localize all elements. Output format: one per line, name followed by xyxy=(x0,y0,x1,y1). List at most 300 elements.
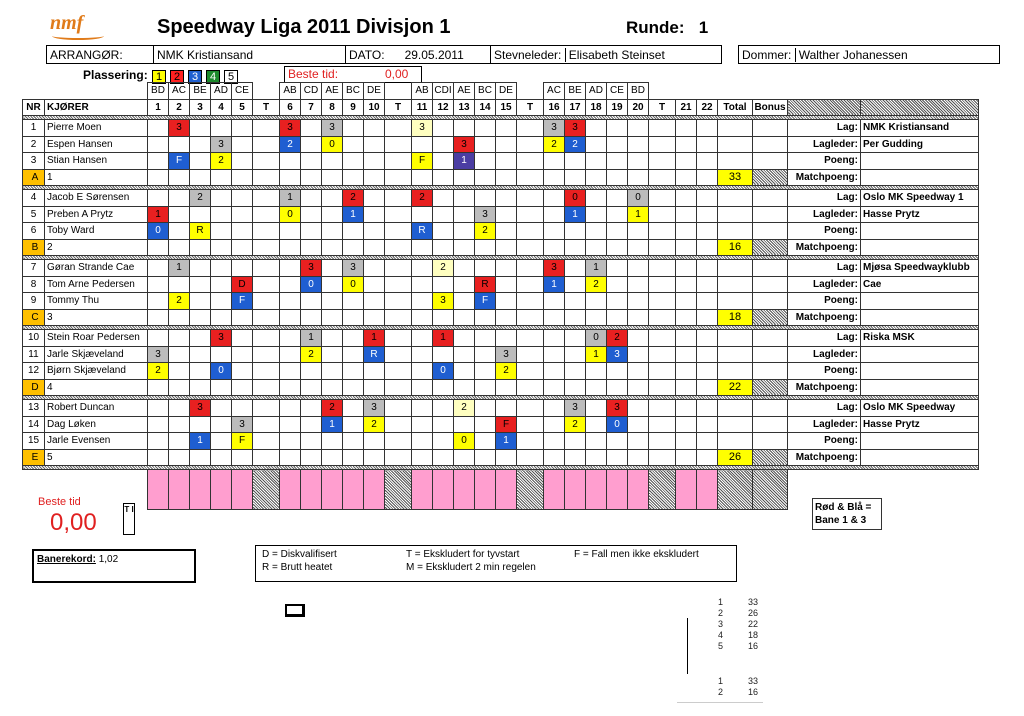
dommer-field[interactable]: Dommer: Walther Johanessen xyxy=(738,45,1000,64)
score-cell[interactable] xyxy=(586,190,607,207)
heat-time-cell[interactable] xyxy=(412,470,433,510)
score-cell[interactable] xyxy=(454,293,475,310)
score-cell[interactable] xyxy=(544,433,565,450)
score-cell[interactable] xyxy=(211,223,232,240)
score-cell[interactable] xyxy=(211,416,232,433)
score-cell[interactable] xyxy=(697,293,718,310)
score-cell[interactable] xyxy=(544,223,565,240)
score-cell[interactable] xyxy=(628,293,649,310)
score-cell[interactable]: 1 xyxy=(280,190,301,207)
score-cell[interactable] xyxy=(385,293,412,310)
score-cell[interactable] xyxy=(190,120,211,137)
rider-bonus[interactable] xyxy=(753,346,788,363)
score-cell[interactable]: 3 xyxy=(565,400,586,417)
score-cell[interactable] xyxy=(475,346,496,363)
heat-time-cell[interactable] xyxy=(301,470,322,510)
team-side-value[interactable]: Oslo MK Speedway xyxy=(861,400,979,417)
score-cell[interactable] xyxy=(676,190,697,207)
matchpoeng-value[interactable] xyxy=(861,309,979,326)
score-cell[interactable] xyxy=(517,330,544,347)
score-cell[interactable] xyxy=(586,363,607,380)
rider-name[interactable]: Jarle Evensen xyxy=(45,433,148,450)
score-cell[interactable] xyxy=(676,260,697,277)
score-cell[interactable]: 3 xyxy=(496,346,517,363)
score-cell[interactable] xyxy=(211,206,232,223)
score-cell[interactable] xyxy=(322,190,343,207)
score-cell[interactable]: 3 xyxy=(322,120,343,137)
score-cell[interactable] xyxy=(364,276,385,293)
score-cell[interactable] xyxy=(385,190,412,207)
score-cell[interactable] xyxy=(253,276,280,293)
score-cell[interactable] xyxy=(412,416,433,433)
score-cell[interactable] xyxy=(628,433,649,450)
score-cell[interactable]: 2 xyxy=(433,260,454,277)
score-cell[interactable] xyxy=(433,136,454,153)
stevneleder-field[interactable]: Stevneleder: Elisabeth Steinset xyxy=(490,45,722,64)
score-cell[interactable] xyxy=(517,136,544,153)
score-cell[interactable] xyxy=(586,293,607,310)
score-cell[interactable] xyxy=(475,363,496,380)
score-cell[interactable]: 3 xyxy=(211,330,232,347)
score-cell[interactable] xyxy=(301,206,322,223)
score-cell[interactable]: 2 xyxy=(565,136,586,153)
heat-time-cell[interactable] xyxy=(544,470,565,510)
score-cell[interactable] xyxy=(412,346,433,363)
score-cell[interactable] xyxy=(649,120,676,137)
score-cell[interactable] xyxy=(253,330,280,347)
score-cell[interactable] xyxy=(343,120,364,137)
rider-bonus[interactable] xyxy=(753,190,788,207)
score-cell[interactable]: 2 xyxy=(586,276,607,293)
heat-time-cell[interactable] xyxy=(496,470,517,510)
heat-time-cell[interactable] xyxy=(565,470,586,510)
score-cell[interactable] xyxy=(454,416,475,433)
score-cell[interactable] xyxy=(169,330,190,347)
score-cell[interactable] xyxy=(322,293,343,310)
score-cell[interactable] xyxy=(649,416,676,433)
score-cell[interactable] xyxy=(517,400,544,417)
score-cell[interactable] xyxy=(148,433,169,450)
rider-bonus[interactable] xyxy=(753,206,788,223)
score-cell[interactable] xyxy=(565,330,586,347)
score-cell[interactable] xyxy=(454,190,475,207)
team-side-value[interactable] xyxy=(861,153,979,170)
score-cell[interactable] xyxy=(253,400,280,417)
score-cell[interactable]: 3 xyxy=(364,400,385,417)
score-cell[interactable] xyxy=(211,260,232,277)
score-cell[interactable] xyxy=(697,416,718,433)
rider-bonus[interactable] xyxy=(753,330,788,347)
score-cell[interactable]: 2 xyxy=(301,346,322,363)
score-cell[interactable] xyxy=(649,330,676,347)
score-cell[interactable] xyxy=(169,206,190,223)
score-cell[interactable] xyxy=(364,153,385,170)
score-cell[interactable] xyxy=(586,433,607,450)
score-cell[interactable] xyxy=(649,190,676,207)
score-cell[interactable] xyxy=(169,276,190,293)
score-cell[interactable] xyxy=(676,330,697,347)
score-cell[interactable] xyxy=(322,260,343,277)
rider-name[interactable]: Bjørn Skjæveland xyxy=(45,363,148,380)
score-cell[interactable] xyxy=(565,346,586,363)
score-cell[interactable]: 0 xyxy=(565,190,586,207)
score-cell[interactable] xyxy=(649,153,676,170)
rider-name[interactable]: Dag Løken xyxy=(45,416,148,433)
score-cell[interactable] xyxy=(628,363,649,380)
score-cell[interactable]: 2 xyxy=(211,153,232,170)
score-cell[interactable] xyxy=(253,293,280,310)
score-cell[interactable] xyxy=(649,223,676,240)
score-cell[interactable] xyxy=(322,276,343,293)
score-cell[interactable] xyxy=(496,293,517,310)
heat-time-cell[interactable] xyxy=(433,470,454,510)
score-cell[interactable]: 1 xyxy=(364,330,385,347)
rider-bonus[interactable] xyxy=(753,153,788,170)
score-cell[interactable] xyxy=(697,276,718,293)
score-cell[interactable]: 1 xyxy=(544,276,565,293)
score-cell[interactable]: 3 xyxy=(433,293,454,310)
score-cell[interactable] xyxy=(211,400,232,417)
score-cell[interactable]: 1 xyxy=(628,206,649,223)
checkbox-icon[interactable] xyxy=(285,604,305,617)
rider-name[interactable]: Espen Hansen xyxy=(45,136,148,153)
rider-bonus[interactable] xyxy=(753,293,788,310)
matchpoeng-value[interactable] xyxy=(861,169,979,186)
score-cell[interactable] xyxy=(586,120,607,137)
score-cell[interactable] xyxy=(232,120,253,137)
score-cell[interactable] xyxy=(412,400,433,417)
score-cell[interactable] xyxy=(676,293,697,310)
score-cell[interactable] xyxy=(676,433,697,450)
score-cell[interactable]: 3 xyxy=(565,120,586,137)
score-cell[interactable] xyxy=(148,293,169,310)
heat-time-cell[interactable] xyxy=(628,470,649,510)
score-cell[interactable] xyxy=(385,276,412,293)
score-cell[interactable] xyxy=(586,416,607,433)
score-cell[interactable] xyxy=(676,346,697,363)
score-cell[interactable] xyxy=(586,153,607,170)
score-cell[interactable] xyxy=(649,433,676,450)
heat-time-cell[interactable] xyxy=(676,470,697,510)
rider-bonus[interactable] xyxy=(753,276,788,293)
score-cell[interactable] xyxy=(385,363,412,380)
score-cell[interactable] xyxy=(496,136,517,153)
score-cell[interactable] xyxy=(496,276,517,293)
dato-field[interactable]: DATO: 29.05.2011 xyxy=(345,45,491,64)
score-cell[interactable] xyxy=(649,206,676,223)
score-cell[interactable] xyxy=(301,136,322,153)
score-cell[interactable] xyxy=(385,346,412,363)
score-cell[interactable] xyxy=(607,153,628,170)
score-cell[interactable] xyxy=(169,346,190,363)
score-cell[interactable] xyxy=(364,293,385,310)
score-cell[interactable] xyxy=(517,120,544,137)
score-cell[interactable] xyxy=(517,206,544,223)
score-cell[interactable] xyxy=(148,190,169,207)
score-cell[interactable] xyxy=(628,276,649,293)
score-cell[interactable] xyxy=(148,136,169,153)
score-cell[interactable] xyxy=(433,400,454,417)
score-cell[interactable] xyxy=(607,136,628,153)
score-cell[interactable]: 3 xyxy=(190,400,211,417)
heat-time-cell[interactable] xyxy=(253,470,280,510)
score-cell[interactable]: 1 xyxy=(586,346,607,363)
score-cell[interactable] xyxy=(169,433,190,450)
score-cell[interactable]: 3 xyxy=(301,260,322,277)
score-cell[interactable] xyxy=(697,330,718,347)
score-cell[interactable] xyxy=(517,293,544,310)
rider-total[interactable] xyxy=(718,260,753,277)
score-cell[interactable] xyxy=(517,433,544,450)
heat-time-cell[interactable] xyxy=(169,470,190,510)
heat-time-cell[interactable] xyxy=(517,470,544,510)
score-cell[interactable] xyxy=(301,153,322,170)
score-cell[interactable]: R xyxy=(412,223,433,240)
heat-time-cell[interactable] xyxy=(280,470,301,510)
score-cell[interactable] xyxy=(232,260,253,277)
score-cell[interactable] xyxy=(412,293,433,310)
score-cell[interactable] xyxy=(517,223,544,240)
score-cell[interactable] xyxy=(280,416,301,433)
team-side-value[interactable]: Riska MSK xyxy=(861,330,979,347)
score-cell[interactable] xyxy=(343,293,364,310)
score-cell[interactable] xyxy=(190,416,211,433)
score-cell[interactable] xyxy=(697,120,718,137)
score-cell[interactable] xyxy=(364,206,385,223)
score-cell[interactable] xyxy=(385,136,412,153)
score-cell[interactable] xyxy=(697,190,718,207)
team-side-value[interactable]: Cae xyxy=(861,276,979,293)
score-cell[interactable] xyxy=(475,433,496,450)
heat-time-cell[interactable] xyxy=(475,470,496,510)
score-cell[interactable] xyxy=(433,433,454,450)
heat-time-cell[interactable] xyxy=(607,470,628,510)
score-cell[interactable] xyxy=(148,153,169,170)
score-cell[interactable] xyxy=(364,433,385,450)
score-cell[interactable]: 0 xyxy=(343,276,364,293)
score-cell[interactable] xyxy=(586,136,607,153)
score-cell[interactable] xyxy=(148,260,169,277)
score-cell[interactable] xyxy=(676,120,697,137)
score-cell[interactable] xyxy=(343,363,364,380)
score-cell[interactable] xyxy=(253,260,280,277)
score-cell[interactable] xyxy=(454,276,475,293)
team-side-value[interactable] xyxy=(861,433,979,450)
score-cell[interactable]: 2 xyxy=(364,416,385,433)
score-cell[interactable] xyxy=(148,330,169,347)
score-cell[interactable] xyxy=(385,400,412,417)
score-cell[interactable] xyxy=(211,293,232,310)
score-cell[interactable] xyxy=(628,153,649,170)
score-cell[interactable] xyxy=(364,223,385,240)
score-cell[interactable]: F xyxy=(169,153,190,170)
score-cell[interactable] xyxy=(364,363,385,380)
rider-name[interactable]: Tommy Thu xyxy=(45,293,148,310)
score-cell[interactable] xyxy=(385,120,412,137)
score-cell[interactable]: 3 xyxy=(475,206,496,223)
score-cell[interactable] xyxy=(343,400,364,417)
rider-bonus[interactable] xyxy=(753,433,788,450)
score-cell[interactable] xyxy=(280,293,301,310)
score-cell[interactable] xyxy=(343,346,364,363)
score-cell[interactable] xyxy=(232,400,253,417)
score-cell[interactable] xyxy=(475,330,496,347)
rider-name[interactable]: Toby Ward xyxy=(45,223,148,240)
score-cell[interactable] xyxy=(544,416,565,433)
score-cell[interactable] xyxy=(628,346,649,363)
score-cell[interactable] xyxy=(412,276,433,293)
score-cell[interactable] xyxy=(301,400,322,417)
score-cell[interactable]: 2 xyxy=(280,136,301,153)
score-cell[interactable]: 0 xyxy=(628,190,649,207)
score-cell[interactable] xyxy=(565,223,586,240)
rider-total[interactable] xyxy=(718,153,753,170)
heat-time-cell[interactable] xyxy=(211,470,232,510)
score-cell[interactable]: D xyxy=(232,276,253,293)
heat-time-cell[interactable] xyxy=(232,470,253,510)
score-cell[interactable] xyxy=(385,223,412,240)
score-cell[interactable]: 0 xyxy=(433,363,454,380)
score-cell[interactable] xyxy=(253,153,280,170)
score-cell[interactable] xyxy=(454,260,475,277)
score-cell[interactable] xyxy=(649,276,676,293)
score-cell[interactable] xyxy=(607,120,628,137)
score-cell[interactable] xyxy=(211,433,232,450)
rider-bonus[interactable] xyxy=(753,260,788,277)
score-cell[interactable] xyxy=(322,223,343,240)
score-cell[interactable] xyxy=(280,330,301,347)
score-cell[interactable] xyxy=(301,363,322,380)
score-cell[interactable] xyxy=(628,416,649,433)
score-cell[interactable] xyxy=(211,120,232,137)
score-cell[interactable]: 2 xyxy=(565,416,586,433)
score-cell[interactable]: 3 xyxy=(454,136,475,153)
score-cell[interactable] xyxy=(343,136,364,153)
score-cell[interactable] xyxy=(190,293,211,310)
rider-total[interactable] xyxy=(718,363,753,380)
score-cell[interactable] xyxy=(433,120,454,137)
score-cell[interactable]: 1 xyxy=(433,330,454,347)
rider-bonus[interactable] xyxy=(753,223,788,240)
score-cell[interactable]: F xyxy=(496,416,517,433)
score-cell[interactable] xyxy=(253,346,280,363)
score-cell[interactable] xyxy=(253,206,280,223)
score-cell[interactable] xyxy=(364,136,385,153)
arrangor-field[interactable]: ARRANGØR: NMK Kristiansand xyxy=(46,45,346,64)
rider-name[interactable]: Jacob E Sørensen xyxy=(45,190,148,207)
score-cell[interactable] xyxy=(280,433,301,450)
score-cell[interactable] xyxy=(232,153,253,170)
score-cell[interactable] xyxy=(169,223,190,240)
score-cell[interactable] xyxy=(475,190,496,207)
rider-total[interactable] xyxy=(718,136,753,153)
score-cell[interactable] xyxy=(454,206,475,223)
score-cell[interactable] xyxy=(253,363,280,380)
score-cell[interactable]: 1 xyxy=(496,433,517,450)
score-cell[interactable] xyxy=(232,190,253,207)
team-side-value[interactable] xyxy=(861,363,979,380)
score-cell[interactable]: F xyxy=(475,293,496,310)
score-cell[interactable] xyxy=(280,363,301,380)
score-cell[interactable] xyxy=(190,260,211,277)
rider-name[interactable]: Stein Roar Pedersen xyxy=(45,330,148,347)
score-cell[interactable]: 2 xyxy=(412,190,433,207)
score-cell[interactable]: 2 xyxy=(454,400,475,417)
score-cell[interactable] xyxy=(190,346,211,363)
score-cell[interactable] xyxy=(496,260,517,277)
score-cell[interactable] xyxy=(385,330,412,347)
score-cell[interactable] xyxy=(544,206,565,223)
score-cell[interactable] xyxy=(343,416,364,433)
team-side-value[interactable]: Hasse Prytz xyxy=(861,206,979,223)
score-cell[interactable] xyxy=(649,363,676,380)
matchpoeng-value[interactable] xyxy=(861,239,979,256)
score-cell[interactable]: F xyxy=(232,293,253,310)
score-cell[interactable] xyxy=(412,136,433,153)
score-cell[interactable] xyxy=(412,206,433,223)
heat-time-cell[interactable] xyxy=(148,470,169,510)
score-cell[interactable]: 3 xyxy=(148,346,169,363)
score-cell[interactable] xyxy=(190,276,211,293)
score-cell[interactable] xyxy=(676,276,697,293)
score-cell[interactable]: 3 xyxy=(232,416,253,433)
score-cell[interactable] xyxy=(607,433,628,450)
score-cell[interactable]: 3 xyxy=(211,136,232,153)
score-cell[interactable]: 1 xyxy=(586,260,607,277)
score-cell[interactable] xyxy=(412,330,433,347)
score-cell[interactable] xyxy=(517,346,544,363)
score-cell[interactable]: 1 xyxy=(190,433,211,450)
rider-name[interactable]: Tom Arne Pedersen xyxy=(45,276,148,293)
score-cell[interactable]: 2 xyxy=(169,293,190,310)
heat-time-cell[interactable] xyxy=(454,470,475,510)
score-cell[interactable] xyxy=(232,136,253,153)
rider-total[interactable] xyxy=(718,206,753,223)
score-cell[interactable]: 0 xyxy=(280,206,301,223)
rider-name[interactable]: Gøran Strande Cae xyxy=(45,260,148,277)
score-cell[interactable] xyxy=(322,363,343,380)
score-cell[interactable] xyxy=(697,223,718,240)
score-cell[interactable] xyxy=(676,206,697,223)
team-side-value[interactable]: Per Gudding xyxy=(861,136,979,153)
heat-time-cell[interactable] xyxy=(586,470,607,510)
score-cell[interactable]: 1 xyxy=(322,416,343,433)
score-cell[interactable]: F xyxy=(232,433,253,450)
score-cell[interactable] xyxy=(517,416,544,433)
score-cell[interactable] xyxy=(322,206,343,223)
score-cell[interactable] xyxy=(364,190,385,207)
score-cell[interactable] xyxy=(322,330,343,347)
rider-total[interactable] xyxy=(718,346,753,363)
score-cell[interactable] xyxy=(697,206,718,223)
score-cell[interactable] xyxy=(544,330,565,347)
rider-total[interactable] xyxy=(718,330,753,347)
score-cell[interactable] xyxy=(190,330,211,347)
score-cell[interactable] xyxy=(454,363,475,380)
rider-bonus[interactable] xyxy=(753,136,788,153)
score-cell[interactable] xyxy=(544,346,565,363)
score-cell[interactable] xyxy=(232,330,253,347)
score-cell[interactable] xyxy=(385,433,412,450)
score-cell[interactable] xyxy=(676,223,697,240)
score-cell[interactable] xyxy=(496,153,517,170)
score-cell[interactable] xyxy=(232,346,253,363)
score-cell[interactable]: F xyxy=(412,153,433,170)
score-cell[interactable] xyxy=(697,346,718,363)
score-cell[interactable] xyxy=(433,223,454,240)
score-cell[interactable] xyxy=(586,206,607,223)
score-cell[interactable] xyxy=(544,363,565,380)
